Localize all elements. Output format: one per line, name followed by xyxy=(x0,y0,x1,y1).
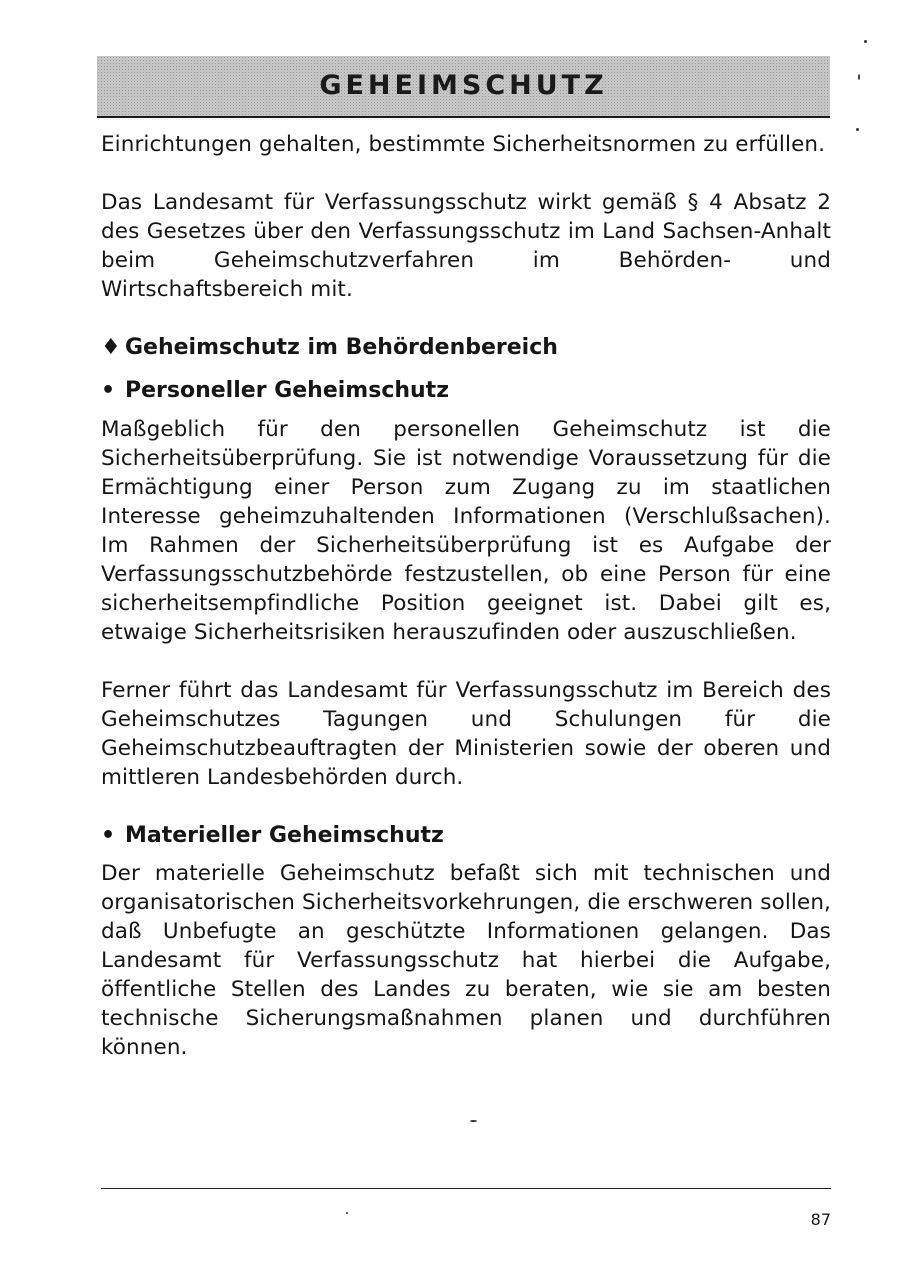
heading-materieller-geheimschutz xyxy=(101,821,831,850)
heading-personeller-geheimschutz xyxy=(101,376,831,405)
paragraph-tagungen-schulungen: Ferner führt das Landesamt für Verfassungsschutz im Bereich des Geheimschutzes Tagungen und Schulungen für die Geheimschutzbeauftragten der Ministerien sowie der oberen und mittleren Landesbehörden durch. xyxy=(101,678,831,790)
scan-speck xyxy=(864,40,867,43)
page-number: 87 xyxy=(810,1210,831,1229)
diamond-bullet-icon: ♦ xyxy=(101,335,121,360)
scan-speck xyxy=(858,74,860,80)
scan-speck xyxy=(856,128,859,131)
footer-divider xyxy=(101,1188,831,1189)
heading-behoerdenbereich-text: Geheimschutz im Behördenbereich xyxy=(125,335,558,360)
paragraph-intro-continuation: Einrichtungen gehalten, bestimmte Sicherheitsnormen zu erfüllen. xyxy=(101,132,826,157)
section-title: GEHEIMSCHUTZ xyxy=(319,70,608,101)
section-header-band xyxy=(97,56,830,118)
scan-speck xyxy=(470,1120,477,1122)
page-body xyxy=(101,130,831,1062)
heading-personeller-text: Personeller Geheimschutz xyxy=(125,378,450,403)
heading-materieller-text: Materieller Geheimschutz xyxy=(125,823,444,848)
dot-bullet-icon: • xyxy=(101,378,116,403)
scan-speck xyxy=(346,1212,348,1214)
paragraph-landesamt-role: Das Landesamt für Verfassungsschutz wirkt gemäß § 4 Absatz 2 des Gesetzes über den Verfassungsschutz im Land Sachsen-Anhalt beim Geheimschutzverfahren im Behörden- und Wirtschaftsbereich mit. xyxy=(101,190,831,302)
paragraph-materieller-geheimschutz: Der materielle Geheimschutz befaßt sich mit technischen und organisatorischen Sicherheitsvorkehrungen, die erschweren sollen, daß Unbefugte an geschützte Informationen gelangen. Das Landesamt für Verfassungsschutz hat hierbei die Aufgabe, öffentliche Stellen des Landes zu beraten, wie sie am besten technische Sicherungsmaßnahmen planen und durchführen können. xyxy=(101,861,831,1060)
heading-behoerdenbereich xyxy=(101,333,831,362)
dot-bullet-icon: • xyxy=(101,823,116,848)
paragraph-sicherheitsueberpruefung: Maßgeblich für den personellen Geheimschutz ist die Sicherheitsüberprüfung. Sie ist notwendige Voraussetzung für die Ermächtigung einer Person zum Zugang zu im staatlichen Interesse geheimzuhaltenden Informationen (Verschlußsachen). Im Rahmen der Sicherheitsüberprüfung ist es Aufgabe der Verfassungsschutzbehörde festzustellen, ob eine Person für eine sicherheitsempfindliche Position geeignet ist. Dabei gilt es, etwaige Sicherheitsrisiken herauszufinden oder auszuschließen. xyxy=(101,417,831,645)
